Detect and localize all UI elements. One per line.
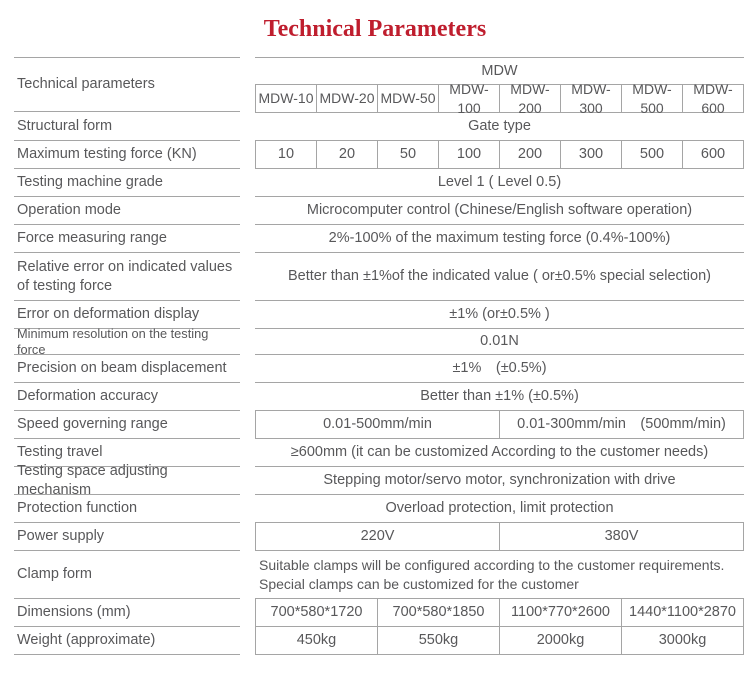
model-columns-row: [255, 81, 744, 116]
param-value-cell: 50: [378, 141, 439, 168]
param-label: Deformation accuracy: [14, 383, 240, 411]
param-value-cell: Overload protection, limit protection: [385, 500, 614, 517]
param-label: Weight (approximate): [14, 627, 240, 655]
param-values: [255, 627, 744, 655]
table-row: [14, 627, 744, 655]
param-value-cell: 20: [317, 141, 378, 168]
param-values: [255, 329, 744, 355]
page-title: Technical Parameters: [263, 16, 487, 42]
param-value-cell: Better than ±1% (±0.5%): [420, 388, 579, 405]
param-value-cell: 0.01-500mm/min: [255, 411, 500, 438]
param-value-cell: 1440*1100*2870: [622, 599, 744, 626]
param-label: Relative error on indicated values of testing force: [14, 253, 240, 301]
param-values: [255, 599, 744, 627]
param-value-cell: Microcomputer control (Chinese/English software operation): [306, 202, 693, 219]
param-values: [255, 439, 744, 467]
table-row: [14, 599, 744, 627]
param-value-cell: 700*580*1850: [378, 599, 500, 626]
param-label: Power supply: [14, 523, 240, 551]
param-label: Force measuring range: [14, 225, 240, 253]
table-row: [14, 253, 744, 301]
model-group-header: MDW: [255, 58, 744, 85]
param-value-cell: Level 1 ( Level 0.5): [437, 174, 562, 191]
table-row: [14, 325, 744, 357]
model-column-header: MDW-100: [439, 85, 500, 112]
table-row: [14, 383, 744, 411]
param-value-cell: Suitable clamps will be configured according to the customer requirements. Special clamps can be customized for the customer: [259, 557, 725, 592]
param-label: Testing space adjusting mechanism: [14, 467, 240, 495]
param-values: [255, 225, 744, 253]
param-value-cell: 0.01N: [480, 333, 519, 350]
param-value-cell: 220V: [255, 523, 500, 550]
param-value-cell: ±1% (or±0.5% ): [449, 306, 550, 323]
param-label: Operation mode: [14, 197, 240, 225]
table-row: [14, 551, 744, 599]
param-values: [255, 495, 744, 523]
spec-table: [14, 57, 744, 655]
param-value-cell: 600: [683, 141, 744, 168]
table-header-row: [14, 57, 744, 116]
param-value-cell: ≥600mm (it can be customized According to the customer needs): [290, 444, 709, 461]
param-values: [255, 197, 744, 225]
param-values: [255, 467, 744, 495]
table-row: [14, 169, 744, 197]
param-value-cell: 100: [439, 141, 500, 168]
param-value-cell: 450kg: [255, 627, 378, 654]
param-values: [255, 141, 744, 169]
param-values: [255, 551, 744, 599]
param-values: [255, 411, 744, 439]
param-value-cell: Gate type: [468, 118, 531, 135]
param-value-cell: 2000kg: [500, 627, 622, 654]
param-value-cell: 200: [500, 141, 561, 168]
param-label: Testing machine grade: [14, 169, 240, 197]
param-label: Clamp form: [14, 551, 240, 599]
param-value-cell: Better than ±1%of the indicated value ( or±0.5% special selection): [288, 268, 711, 285]
param-label: Error on deformation display: [14, 301, 240, 329]
param-values: [255, 523, 744, 551]
model-column-header: MDW-200: [500, 85, 561, 112]
table-row: [14, 355, 744, 383]
table-row: [14, 463, 744, 498]
table-row: [14, 523, 744, 551]
param-value-cell: ±1% (±0.5%): [452, 360, 547, 377]
param-label: Speed governing range: [14, 411, 240, 439]
param-value-cell: 3000kg: [622, 627, 744, 654]
model-column-header: MDW-50: [378, 85, 439, 112]
table-row: [14, 495, 744, 523]
param-value-cell: 0.01-300mm/min (500mm/min): [500, 411, 744, 438]
param-value-cell: 500: [622, 141, 683, 168]
param-label: Testing travel: [14, 439, 240, 467]
model-column-header: MDW-10: [255, 85, 317, 112]
model-column-header: MDW-20: [317, 85, 378, 112]
param-values: [255, 355, 744, 383]
param-label: Maximum testing force (KN): [14, 141, 240, 169]
param-label: Structural form: [14, 113, 240, 141]
param-label: Minimum resolution on the testing force: [14, 329, 240, 355]
table-row: [14, 225, 744, 253]
param-label: Precision on beam displacement: [14, 355, 240, 383]
param-label: Dimensions (mm): [14, 599, 240, 627]
param-values: [255, 301, 744, 329]
param-value-cell: 300: [561, 141, 622, 168]
param-value-cell: 2%-100% of the maximum testing force (0.4%-100%): [328, 230, 671, 247]
param-value-cell: Stepping motor/servo motor, synchronization with drive: [323, 472, 676, 489]
table-row: [14, 197, 744, 225]
table-row: [14, 113, 744, 141]
param-value-cell: 1100*770*2600: [500, 599, 622, 626]
corner-label: Technical parameters: [14, 57, 240, 112]
param-values: [255, 169, 744, 197]
model-column-header: MDW-600: [683, 85, 744, 112]
param-values: [255, 113, 744, 141]
param-values: [255, 253, 744, 301]
param-value-cell: 380V: [500, 523, 744, 550]
param-values: [255, 383, 744, 411]
param-label: Protection function: [14, 495, 240, 523]
model-header-block: [255, 57, 744, 116]
table-row: [14, 141, 744, 169]
param-value-cell: 700*580*1720: [255, 599, 378, 626]
param-value-cell: 10: [255, 141, 317, 168]
table-row: [14, 411, 744, 439]
model-column-header: MDW-300: [561, 85, 622, 112]
model-column-header: MDW-500: [622, 85, 683, 112]
param-value-cell: 550kg: [378, 627, 500, 654]
